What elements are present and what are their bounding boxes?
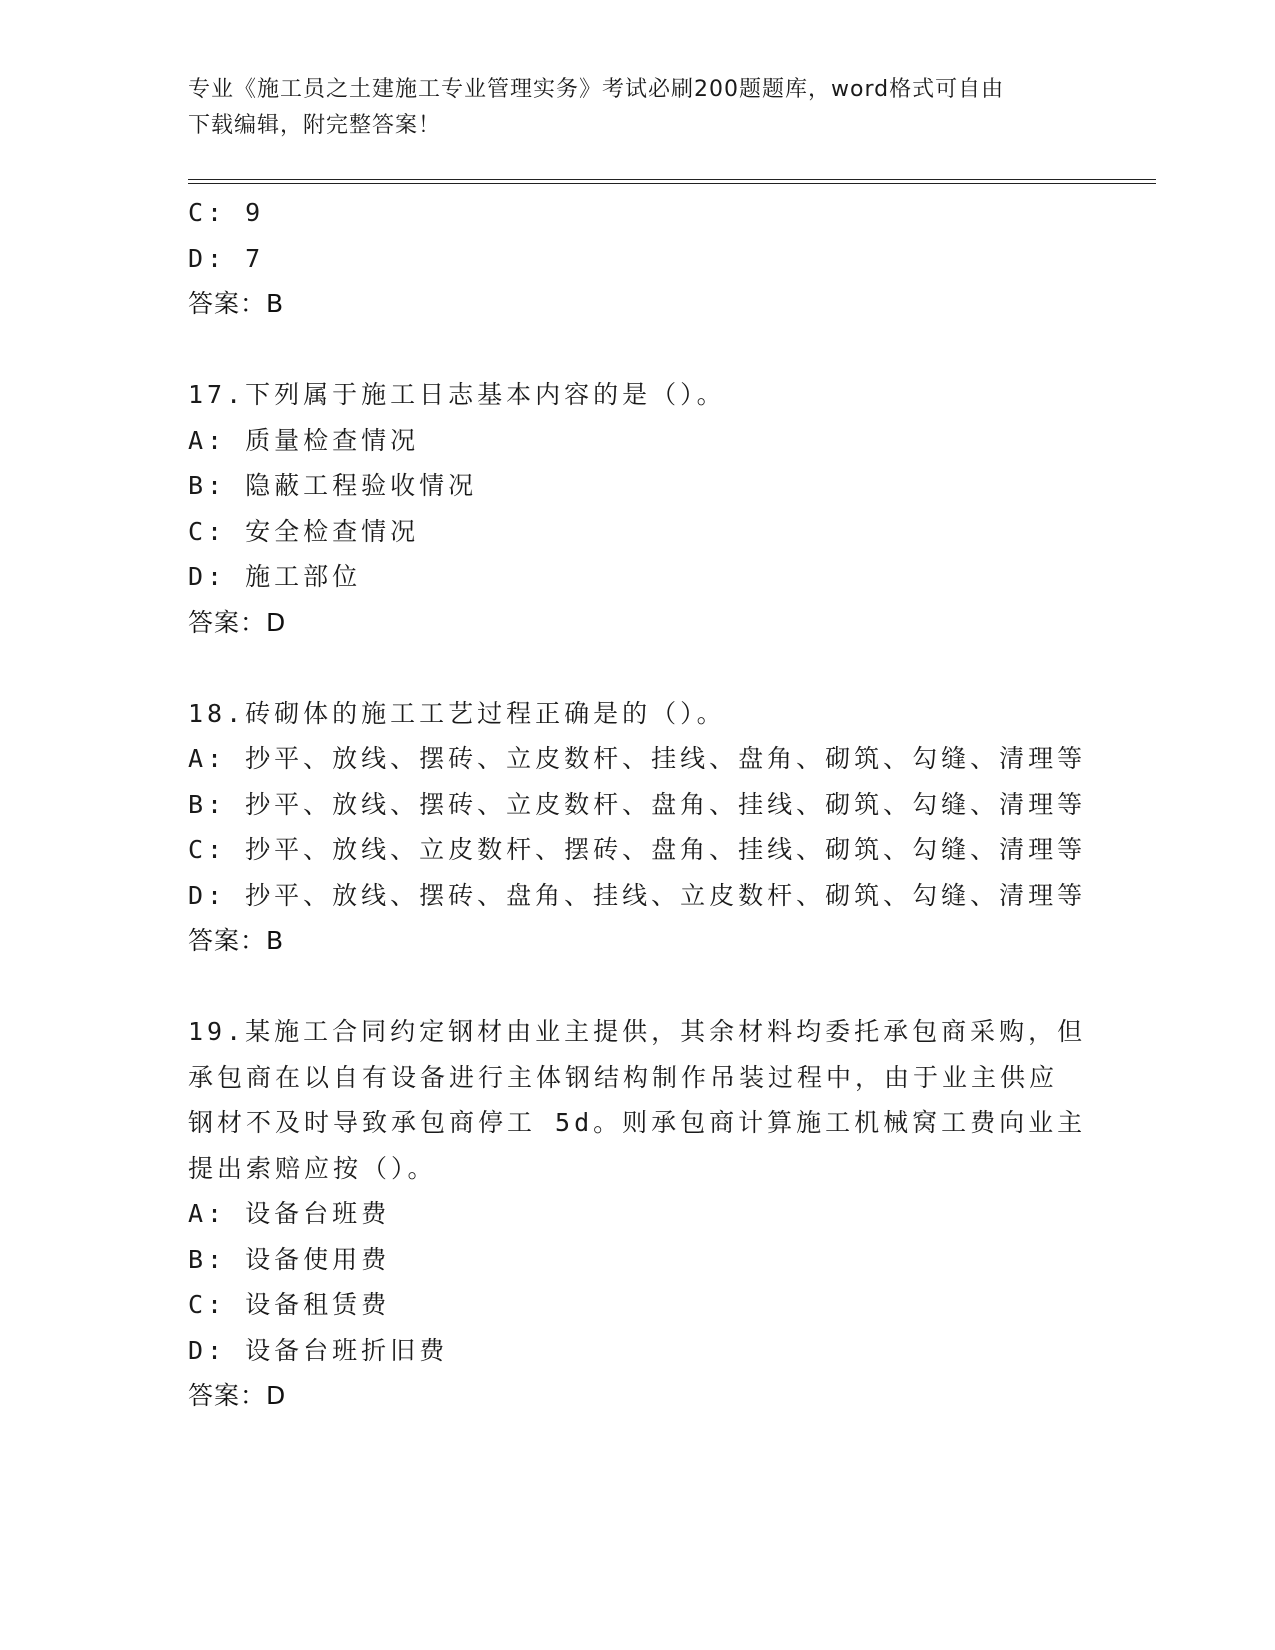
question-stem-line: 19.某施工合同约定钢材由业主提供，其余材料均委托承包商采购，但: [188, 1017, 1087, 1046]
document-header: [188, 72, 1088, 144]
question-18: [188, 691, 1108, 964]
question-stem: [188, 1009, 1087, 1191]
option-b: B: 抄平、放线、摆砖、立皮数杆、盘角、挂线、砌筑、勾缝、清理等: [188, 789, 1087, 819]
question-stem-line: 钢材不及时导致承包商停工 5d。则承包商计算施工机械窝工费向业主: [188, 1108, 1087, 1137]
option-d: D: 施工部位: [188, 562, 362, 591]
option-b: B: 隐蔽工程验收情况: [188, 471, 478, 500]
question-content: [188, 190, 1108, 1419]
spacer: [188, 964, 1108, 1010]
answer-line: 答案：D: [188, 607, 287, 637]
option-a: A: 设备台班费: [188, 1199, 391, 1228]
option-c: C: 设备租赁费: [188, 1290, 391, 1319]
question-stem-line: 承包商在以自有设备进行主体钢结构制作吊装过程中，由于业主供应: [188, 1062, 1059, 1092]
header-divider-bottom: [188, 183, 1156, 184]
option-c: C: 安全检查情况: [188, 516, 420, 546]
option-c: C: 抄平、放线、立皮数杆、摆砖、盘角、挂线、砌筑、勾缝、清理等: [188, 835, 1087, 864]
answer-line: 答案：B: [188, 289, 285, 318]
question-stem-line: 18.砖砌体的施工工艺过程正确是的（）。: [188, 698, 726, 728]
question-stem: [188, 372, 1068, 418]
spacer: [188, 327, 1108, 373]
option-d: D: 抄平、放线、摆砖、盘角、挂线、立皮数杆、砌筑、勾缝、清理等: [188, 880, 1087, 910]
prev-question-block: [188, 190, 1108, 327]
question-17: [188, 372, 1108, 645]
option-c: C: 9: [188, 198, 265, 227]
question-stem-line: 提出索赔应按（）。: [188, 1153, 437, 1183]
option-d: D: 7: [188, 243, 265, 273]
answer-line: 答案：D: [188, 1381, 287, 1410]
question-stem: [188, 691, 1068, 737]
option-d: D: 设备台班折旧费: [188, 1335, 449, 1365]
spacer: [188, 645, 1108, 691]
question-stem-line: 17.下列属于施工日志基本内容的是（）。: [188, 380, 726, 409]
header-line-2: 下载编辑，附完整答案！: [188, 113, 442, 138]
question-19: [188, 1009, 1108, 1419]
option-b: B: 设备使用费: [188, 1244, 391, 1274]
option-a: A: 质量检查情况: [188, 425, 420, 455]
answer-line: 答案：B: [188, 926, 285, 955]
header-line-1: 专业《施工员之土建施工专业管理实务》考试必刷200题题库，word格式可自由: [188, 77, 1005, 102]
header-divider-top: [188, 179, 1156, 180]
option-a: A: 抄平、放线、摆砖、立皮数杆、挂线、盘角、砌筑、勾缝、清理等: [188, 744, 1087, 773]
